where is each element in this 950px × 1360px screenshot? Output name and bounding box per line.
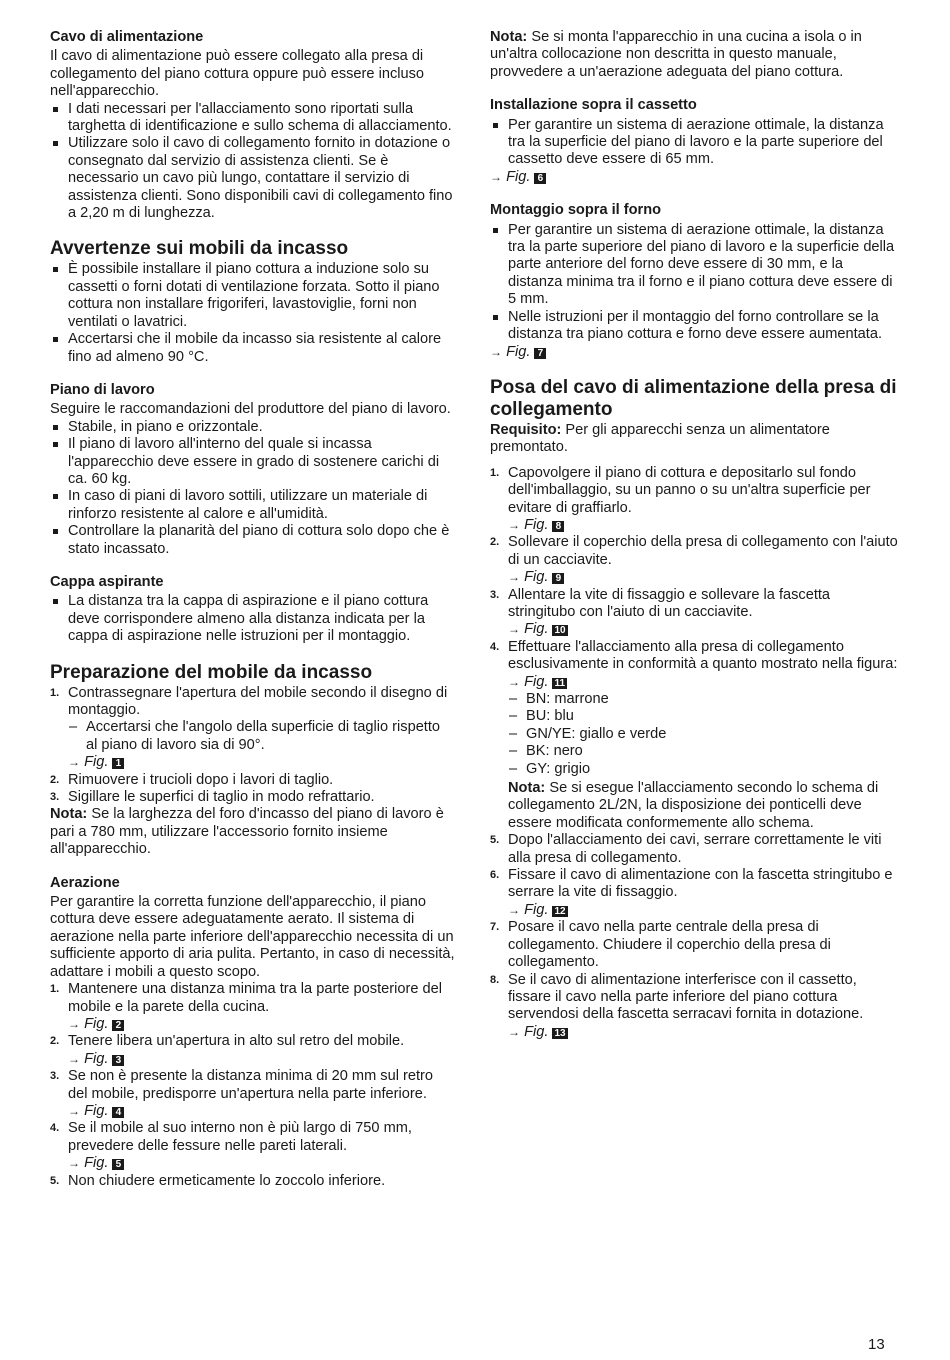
- figure-label: Fig.: [84, 1050, 109, 1067]
- figure-number: 3: [112, 1055, 124, 1066]
- list-item: [490, 867, 900, 919]
- step-4-details: [490, 691, 900, 832]
- heading-cavo: Cavo di alimentazione: [50, 29, 204, 45]
- step-text: Dopo l'allacciamento dei cavi, serrare correttamente le viti alla presa di collegamento.: [508, 832, 882, 866]
- note-label: Nota:: [508, 780, 546, 797]
- step-text: Capovolgere il piano di cottura e depositarlo sul fondo dell'imballaggio, su un panno o su un'altra superficie per evitare di graffiarlo.: [508, 464, 871, 516]
- figure-number: 10: [554, 625, 566, 637]
- heading-cappa: Cappa aspirante: [50, 573, 164, 590]
- figure-number: 11: [554, 677, 566, 689]
- step-text: Se il cavo di alimentazione interferisce con il cassetto, fissare il cavo nella parte inferiore del piano cottura servendosi della fascetta serracavi fornita in dotazione.: [508, 971, 864, 1023]
- list-item: [50, 1120, 455, 1172]
- figure-number: 7: [534, 348, 546, 359]
- note-text: Se si monta l'apparecchio in una cucina a isola o in un'altra collocazione non descritta in questo manuale, provvedere a un'aerazione adeguata del piano cottura.: [490, 29, 862, 80]
- list-item: [490, 639, 900, 691]
- arrow-right-icon: →: [508, 1024, 520, 1039]
- note-label: Nota:: [490, 29, 528, 45]
- section-avvertenze: [50, 238, 455, 365]
- list-item: [490, 972, 900, 1042]
- list-item: La distanza tra la cappa di aspirazione e il piano cottura deve corrispondere almeno alla distanza indicata per la cappa di aspirazione nelle istruzioni per il montaggio.: [50, 593, 455, 645]
- note: [490, 29, 900, 81]
- list-item: [50, 1033, 455, 1068]
- bullet-list: [490, 117, 900, 169]
- figure-number: 4: [112, 1107, 124, 1118]
- list-item: – GY: grigio: [508, 761, 900, 778]
- heading-preparazione: Preparazione del mobile da incasso: [50, 661, 373, 683]
- list-item: Per garantire un sistema di aerazione ottimale, la distanza tra la superficie del piano di lavoro e la parte superiore del cassetto deve essere di 65 mm.: [490, 117, 900, 169]
- section-cappa: [50, 574, 455, 646]
- list-item: – BK: nero: [508, 743, 900, 760]
- list-item: [490, 832, 900, 867]
- step-number: 2.: [490, 536, 500, 549]
- list-item: Nelle istruzioni per il montaggio del forno controllare se la distanza tra piano cottura e forno deve essere aumentata.: [490, 309, 900, 344]
- arrow-right-icon: →: [68, 755, 80, 770]
- list-item: In caso di piani di lavoro sottili, utilizzare un materiale di rinforzo resistente al calore e all'umidità.: [50, 488, 455, 523]
- list-item: – BN: marrone: [508, 691, 900, 708]
- list-item: [490, 587, 900, 639]
- step-number: 1.: [50, 983, 60, 996]
- heading-cassetto: Installazione sopra il cassetto: [490, 97, 697, 114]
- arrow-right-icon: →: [508, 570, 520, 585]
- list-item: [50, 789, 455, 806]
- figure-reference: [508, 902, 900, 919]
- figure-number: 8: [552, 521, 564, 532]
- figure-number: 13: [554, 1027, 566, 1039]
- step-text: Non chiudere ermeticamente lo zoccolo inferiore.: [68, 1172, 386, 1189]
- step-text: Tenere libera un'apertura in alto sul retro del mobile.: [68, 1033, 405, 1050]
- step-number: 2.: [50, 1035, 60, 1048]
- step-number: 5.: [50, 1174, 60, 1187]
- list-item: È possibile installare il piano cottura a induzione solo su cassetti o forni dotati di ventilazione forzata. Sotto il piano cottura non installare frigoriferi, lavastoviglie, forni non ventilati o lavatrici.: [50, 261, 455, 331]
- list-item: Stabile, in piano e orizzontale.: [50, 419, 455, 436]
- figure-reference: [490, 169, 900, 186]
- step-number: 3.: [50, 791, 60, 804]
- list-item: [50, 1173, 455, 1190]
- figure-label: Fig.: [524, 569, 549, 586]
- list-item: [50, 685, 455, 772]
- heading-forno: Montaggio sopra il forno: [490, 202, 662, 219]
- step-number: 5.: [490, 834, 500, 847]
- figure-label: Fig.: [524, 621, 549, 638]
- figure-number: 9: [552, 573, 564, 584]
- arrow-right-icon: →: [68, 1156, 80, 1171]
- dash-list: [508, 691, 900, 778]
- bullet-list: [50, 261, 455, 365]
- list-item: [50, 1068, 455, 1120]
- section-cavo: [50, 29, 455, 222]
- arrow-right-icon: →: [490, 344, 502, 359]
- left-column: [50, 29, 455, 1190]
- list-item: [490, 465, 900, 535]
- note-text: Se la larghezza del foro d'incasso del piano di lavoro è pari a 780 mm, utilizzare l'accessorio fornito insieme all'apparecchio.: [50, 806, 444, 858]
- bullet-list: [490, 222, 900, 344]
- figure-reference: [508, 569, 900, 586]
- section-posa: [490, 377, 900, 1041]
- step-text: Posare il cavo nella parte centrale della presa di collegamento. Chiudere il coperchio della presa di collegamento.: [508, 919, 831, 971]
- figure-reference: [490, 344, 900, 361]
- step-number: 2.: [50, 773, 60, 786]
- numbered-list: [50, 685, 455, 807]
- arrow-right-icon: →: [508, 622, 520, 637]
- bullet-list: [50, 593, 455, 645]
- step-number: 1.: [50, 686, 60, 699]
- heading-aerazione: Aerazione: [50, 874, 120, 891]
- step-text: Contrassegnare l'apertura del mobile secondo il disegno di montaggio.: [68, 684, 448, 718]
- figure-label: Fig.: [84, 1102, 109, 1119]
- arrow-right-icon: →: [508, 902, 520, 917]
- arrow-right-icon: →: [508, 674, 520, 689]
- list-item: Il piano di lavoro all'interno del quale si incassa l'apparecchio deve essere in grado di sostenere carichi di ca. 60 kg.: [50, 436, 455, 488]
- step-number: 7.: [490, 921, 500, 934]
- section-cassetto: [490, 97, 900, 186]
- arrow-right-icon: →: [68, 1016, 80, 1031]
- page-number: 13: [868, 1336, 885, 1353]
- numbered-list: [50, 981, 455, 1190]
- requirement: [490, 422, 900, 457]
- dash-list: [68, 719, 455, 754]
- figure-reference: [68, 1155, 455, 1172]
- section-piano: [50, 382, 455, 558]
- figure-label: Fig.: [524, 901, 549, 918]
- step-number: 3.: [490, 588, 500, 601]
- list-item: Controllare la planarità del piano di cottura solo dopo che è stato incassato.: [50, 523, 455, 558]
- figure-number: 12: [554, 905, 566, 917]
- figure-label: Fig.: [84, 754, 109, 771]
- note-text: Se si esegue l'allacciamento secondo lo schema di collegamento 2L/2N, la disposizione dei ponticelli deve essere modificata conformemente allo schema.: [508, 780, 879, 831]
- arrow-right-icon: →: [68, 1103, 80, 1118]
- step-text: Mantenere una distanza minima tra la parte posteriore del mobile e la parete della cucina.: [68, 981, 442, 1015]
- step-text: Fissare il cavo di alimentazione con la fascetta stringitubo e serrare la vite di fissaggio.: [508, 867, 893, 901]
- list-item: I dati necessari per l'allacciamento sono riportati sulla targhetta di identificazione e sullo schema di allacciamento.: [50, 101, 455, 136]
- note: [50, 806, 455, 858]
- bullet-list: [50, 101, 455, 223]
- figure-label: Fig.: [524, 1023, 549, 1040]
- step-text: Sollevare il coperchio della presa di collegamento con l'aiuto di un cacciavite.: [508, 534, 898, 568]
- step-number: 3.: [50, 1070, 60, 1083]
- requirement-label: Requisito:: [490, 421, 562, 438]
- list-item: – GN/YE: giallo e verde: [508, 726, 900, 743]
- step-text: Allentare la vite di fissaggio e sollevare la fascetta stringitubo con l'aiuto di un cacciavite.: [508, 586, 831, 620]
- numbered-list: [490, 832, 900, 1041]
- figure-number: 5: [112, 1159, 124, 1170]
- figure-reference: [68, 754, 455, 771]
- step-number: 8.: [490, 973, 500, 986]
- paragraph: Il cavo di alimentazione può essere collegato alla presa di collegamento del piano cottura oppure può essere incluso nell'apparecchio.: [50, 48, 425, 100]
- figure-label: Fig.: [506, 168, 531, 185]
- arrow-right-icon: →: [508, 517, 520, 532]
- section-forno: [490, 202, 900, 361]
- step-text: Se il mobile al suo interno non è più largo di 750 mm, prevedere delle fessure nelle pareti laterali.: [68, 1120, 412, 1154]
- heading-posa: Posa del cavo di alimentazione della presa di collegamento: [490, 376, 897, 420]
- figure-reference: [508, 517, 900, 534]
- list-item: – BU: blu: [508, 708, 900, 725]
- paragraph: Seguire le raccomandazioni del produttore del piano di lavoro.: [50, 401, 451, 418]
- numbered-list: [490, 465, 900, 691]
- figure-label: Fig.: [84, 1155, 109, 1172]
- figure-number: 2: [112, 1020, 124, 1031]
- figure-reference: [508, 1024, 900, 1041]
- paragraph: Per garantire la corretta funzione dell'apparecchio, il piano cottura deve essere adeguatamente aerato. Il sistema di aerazione nella parte inferiore dell'apparecchio necessita di un sufficiente apporto di aria pulita. Pertanto, in caso di necessità, adattare i mobili a questo scopo.: [50, 894, 455, 980]
- list-item: Utilizzare solo il cavo di collegamento fornito in dotazione o consegnato dal servizio di assistenza clienti. Se è necessario un cavo più lungo, contattare il servizio di assistenza clienti. Sono disponibili cavi di collegamento fino a 2,20 m di lunghezza.: [50, 135, 455, 222]
- figure-reference: [508, 674, 900, 691]
- list-item: Accertarsi che il mobile da incasso sia resistente al calore fino ad almeno 90 °C.: [50, 331, 455, 366]
- step-text: Effettuare l'allacciamento alla presa di collegamento esclusivamente in conformità a quanto mostrato nella figura:: [508, 638, 898, 673]
- bullet-list: [50, 419, 455, 558]
- step-number: 4.: [50, 1122, 60, 1135]
- figure-label: Fig.: [524, 516, 549, 533]
- step-text: Rimuovere i trucioli dopo i lavori di taglio.: [68, 771, 334, 788]
- step-text: Se non è presente la distanza minima di 20 mm sul retro del mobile, predisporre un'apertura nella parte inferiore.: [68, 1068, 434, 1102]
- note: [508, 780, 900, 832]
- step-number: 4.: [490, 640, 500, 653]
- list-item: [50, 981, 455, 1033]
- step-text: Sigillare le superfici di taglio in modo refrattario.: [68, 789, 375, 806]
- section-aerazione: [50, 875, 455, 1190]
- list-item: – Accertarsi che l'angolo della superficie di taglio rispetto al piano di lavoro sia di 90°.: [68, 719, 455, 754]
- figure-label: Fig.: [506, 343, 531, 360]
- figure-number: 6: [534, 173, 546, 184]
- figure-reference: [68, 1103, 455, 1120]
- heading-piano: Piano di lavoro: [50, 381, 155, 398]
- list-item: Per garantire un sistema di aerazione ottimale, la distanza tra la parte superiore del piano di lavoro e la superficie della parte anteriore del forno deve essere di 30 mm, e la distanza minima tra il forno e il piano cottura deve essere di 5 mm.: [490, 222, 900, 309]
- figure-reference: [508, 621, 900, 638]
- list-item: [50, 772, 455, 789]
- heading-avvertenze: Avvertenze sui mobili da incasso: [50, 238, 349, 260]
- arrow-right-icon: →: [490, 169, 502, 184]
- list-item: [490, 534, 900, 586]
- figure-reference: [68, 1051, 455, 1068]
- figure-label: Fig.: [524, 673, 549, 690]
- arrow-right-icon: →: [68, 1051, 80, 1066]
- step-number: 1.: [490, 466, 500, 479]
- figure-number: 1: [112, 758, 124, 769]
- section-preparazione: [50, 662, 455, 859]
- list-item: [490, 919, 900, 971]
- figure-reference: [68, 1016, 455, 1033]
- note-label: Nota:: [50, 806, 88, 823]
- right-column: [490, 29, 900, 1041]
- requirement-text: Per gli apparecchi senza un alimentatore premontato.: [490, 421, 830, 456]
- figure-label: Fig.: [84, 1015, 109, 1032]
- step-number: 6.: [490, 869, 500, 882]
